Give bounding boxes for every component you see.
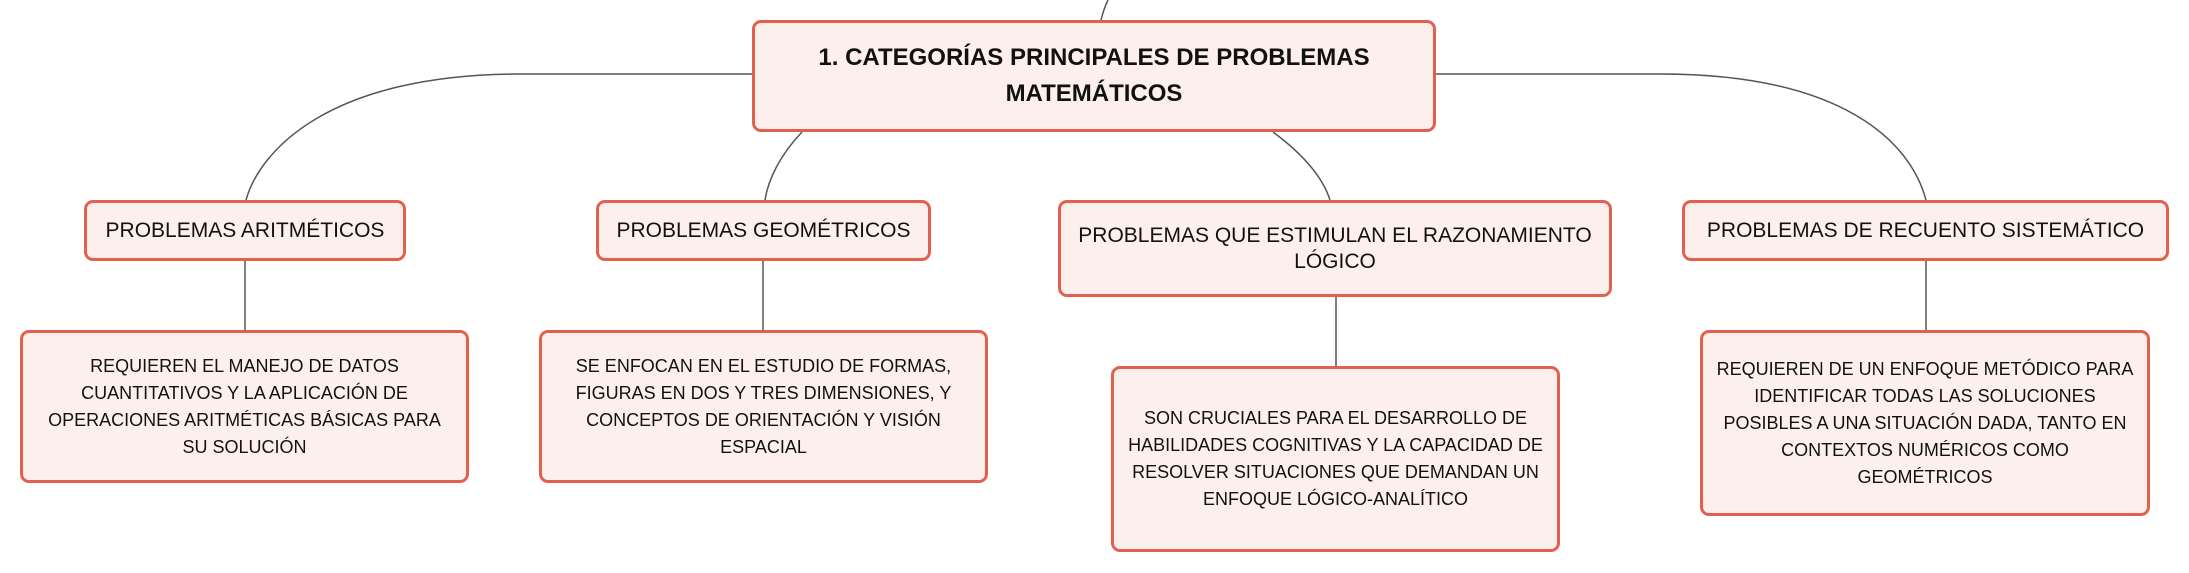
description-text: REQUIEREN DE UN ENFOQUE METÓDICO PARA IDENTIFICAR TODAS LAS SOLUCIONES POSIBLES A UNA SITUACIÓN DADA, TANTO EN CONTEXTOS NUMÉRICOS COMO GEOMÉTRICOS [1716,358,2134,487]
description-node-razonamiento-logico[interactable] [1111,366,1560,552]
category-label: PROBLEMAS ARITMÉTICOS [105,218,385,242]
description-text: REQUIEREN EL MANEJO DE DATOS CUANTITATIVOS Y LA APLICACIÓN DE OPERACIONES ARITMÉTICAS BÁSICAS PARA SU SOLUCIÓN [48,355,441,457]
connector-root-aritmeticos [246,74,752,200]
description-node-aritmeticos[interactable] [20,330,469,483]
category-label: PROBLEMAS DE RECUENTO SISTEMÁTICO [1706,218,2145,242]
description-text: SON CRUCIALES PARA EL DESARROLLO DE HABILIDADES COGNITIVAS Y LA CAPACIDAD DE RESOLVER SITUACIONES QUE DEMANDAN UN ENFOQUE LÓGICO-ANALÍTICO [1128,408,1543,509]
description-node-geometricos[interactable] [539,330,988,483]
category-label: PROBLEMAS GEOMÉTRICOS [616,218,911,242]
connector-root-logico [1273,132,1330,200]
connector-root-geometricos [765,132,802,200]
category-label: PROBLEMAS QUE ESTIMULAN EL RAZONAMIENTO LÓGICO [1078,223,1592,273]
root-topic-node[interactable] [752,20,1436,132]
category-node-geometricos[interactable] [596,200,931,261]
category-node-recuento-sistematico[interactable] [1682,200,2169,261]
category-node-razonamiento-logico[interactable] [1058,200,1612,297]
category-node-aritmeticos[interactable] [84,200,406,261]
connector-root-recuento [1436,74,1926,200]
description-text: SE ENFOCAN EN EL ESTUDIO DE FORMAS, FIGURAS EN DOS Y TRES DIMENSIONES, Y CONCEPTOS DE ORIENTACIÓN Y VISIÓN ESPACIAL [575,355,952,457]
description-node-recuento-sistematico[interactable] [1700,330,2150,516]
root-topic-title: 1. CATEGORÍAS PRINCIPALES DE PROBLEMAS MATEMÁTICOS [818,44,1370,107]
parent-connector [1101,0,1108,20]
